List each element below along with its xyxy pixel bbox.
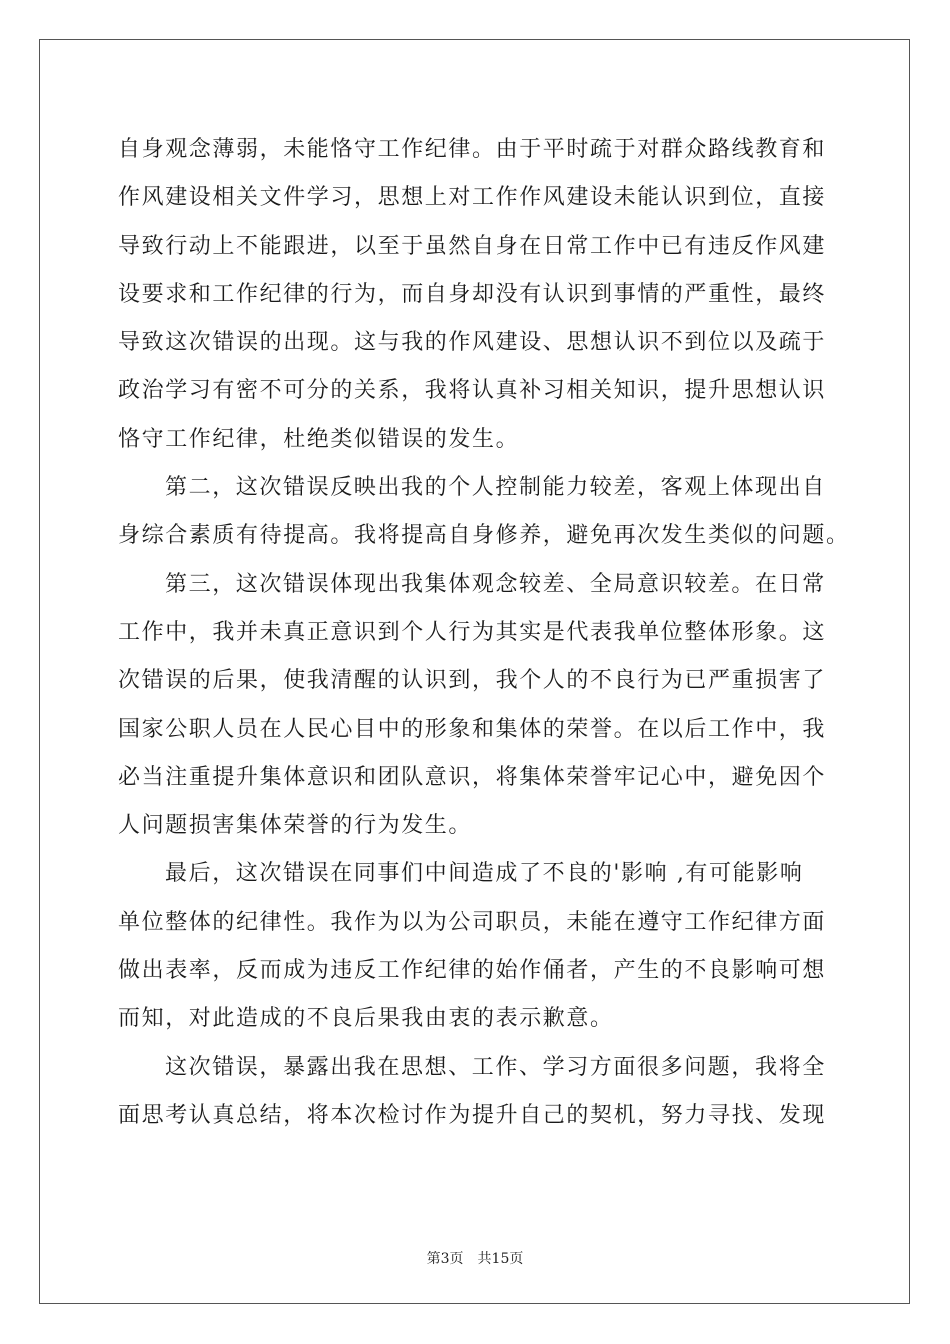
page-total: 共15页 [477, 1251, 524, 1267]
text-line: 次错误的后果，使我清醒的认识到，我个人的不良行为已严重损害了 [118, 668, 827, 694]
paragraph-start-line: 第三，这次错误体现出我集体观念较差、全局意识较差。在日常 [165, 571, 826, 597]
paragraph-start-line: 最后，这次错误在同事们中间造成了不良的'影响 ,有可能影响 [165, 861, 804, 887]
text-line: 国家公职人员在人民心目中的形象和集体的荣誉。在以后工作中，我 [118, 716, 827, 742]
paragraph-start-line: 第二，这次错误反映出我的个人控制能力较差，客观上体现出自 [165, 475, 826, 501]
text-line: 工作中，我并未真正意识到个人行为其实是代表我单位整体形象。这 [118, 619, 827, 645]
text-line: 导致行动上不能跟进，以至于虽然自身在日常工作中已有违反作风建 [118, 233, 827, 259]
text-line: 单位整体的纪律性。我作为以为公司职员，未能在遵守工作纪律方面 [118, 909, 827, 935]
text-line: 人问题损害集体荣誉的行为发生。 [118, 813, 473, 839]
text-line: 而知，对此造成的不良后果我由衷的表示歉意。 [118, 1006, 614, 1032]
text-line: 做出表率，反而成为违反工作纪律的始作俑者，产生的不良影响可想 [118, 958, 827, 984]
text-line: 必当注重提升集体意识和团队意识，将集体荣誉牢记心中，避免因个 [118, 764, 827, 790]
text-line: 面思考认真总结，将本次检讨作为提升自己的契机，努力寻找、发现 [118, 1102, 827, 1128]
page-footer [0, 1248, 950, 1268]
text-line: 自身观念薄弱，未能恪守工作纪律。由于平时疏于对群众路线教育和 [118, 137, 827, 162]
text-line: 设要求和工作纪律的行为，而自身却没有认识到事情的严重性，最终 [118, 281, 827, 307]
page-number: 第3页 [426, 1251, 464, 1267]
document-body [118, 126, 850, 1140]
paragraph-start-line: 这次错误，暴露出我在思想、工作、学习方面很多问题，我将全 [165, 1054, 826, 1080]
text-line: 作风建设相关文件学习，思想上对工作作风建设未能认识到位，直接 [118, 185, 827, 211]
text-line: 导致这次错误的出现。这与我的作风建设、思想认识不到位以及疏于 [118, 330, 827, 356]
text-line: 身综合素质有待提高。我将提高自身修养，避免再次发生类似的问题。 [118, 523, 850, 549]
text-line: 恪守工作纪律，杜绝类似错误的发生。 [118, 426, 520, 452]
text-line: 政治学习有密不可分的关系，我将认真补习相关知识，提升思想认识 [118, 378, 827, 404]
